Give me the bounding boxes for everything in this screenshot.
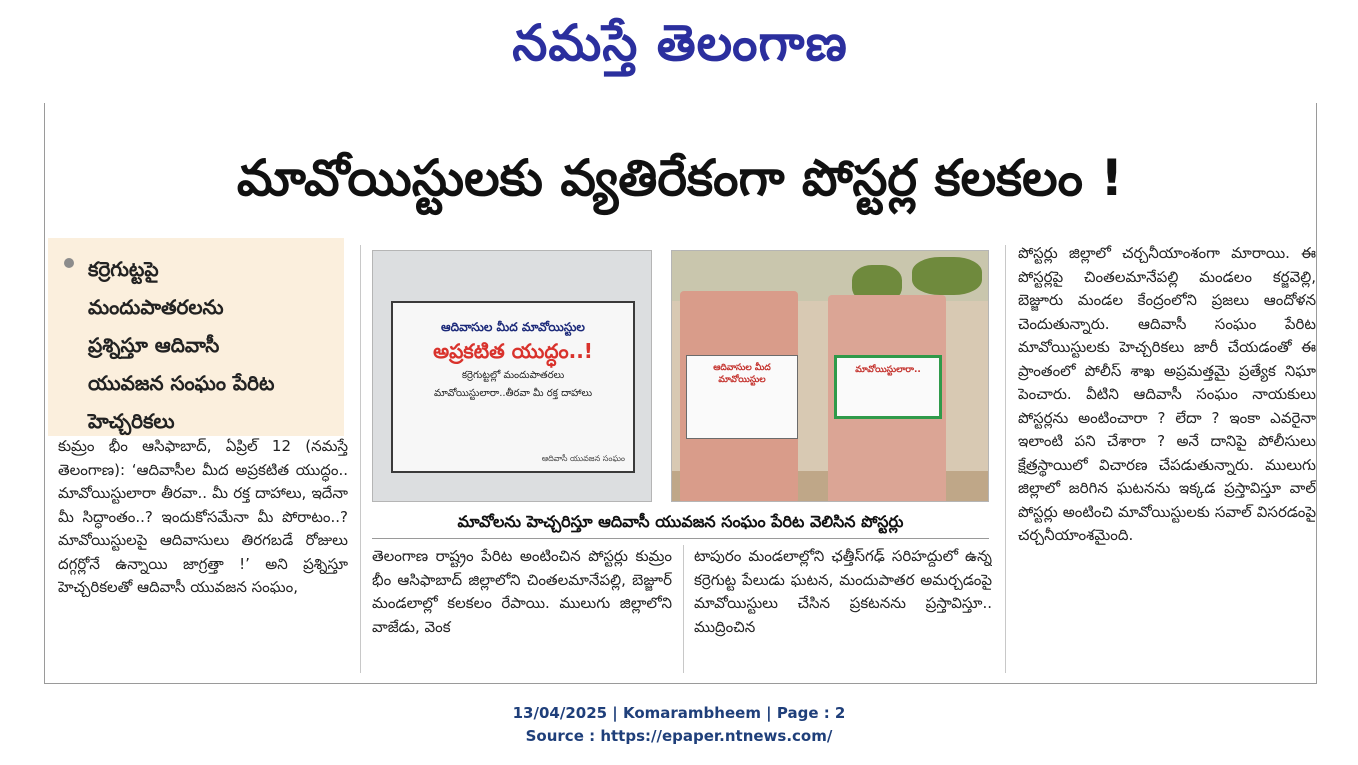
pillar-poster-left [686,355,798,439]
footer-source-link[interactable]: Source : https://epaper.ntnews.com/ [525,727,833,745]
poster-line: కర్రెగుట్టల్లో మందుపాతరలు [461,370,565,381]
pillar-poster-right [834,355,942,419]
article-column-4: పోస్టర్లు జిల్లాలో చర్చనీయాంశంగా మారాయి. ఈ పోస్టర్లపై చింతలమానేపల్లి మండలం కర్జవెల్లి, బెజ్జూరు మండల కేంద్రంలోని ప్రజలు ఆందోళన చెందుతున్నారు. ఆదివాసీ సంఘం పేరిట మావోయిస్టులకు హెచ్చరికలు జారీ చేయడంతో ఈ ప్రాంతంలో పోలీస్ శాఖ అప్రమత్తమై ప్రత్యేక నిఘా పెంచారు. వీటిని ఆదివాసీ సంఘం నాయకులు పోస్టర్లను అంటించారా ? లేదా ? ఇంకా ఎవరైనా ఇలాంటి పని చేశారా ? అనే దానిపై పోలీసులు క్షేత్రస్థాయిలో విచారణ చేపడుతున్నారు. ములుగు జిల్లాలో జరిగిన ఘటనను ఇక్కడ ప్రస్తావిస్తూ వాల్ పోస్టర్లు అంటించి మావోయిస్టులకు సవాల్ విసరడంపై చర్చనీయాంశమైంది. [1018,244,1316,544]
article-column-2: తెలంగాణ రాష్ట్రం పేరిట అంటించిన పోస్టర్లు కుమ్రం భీం ఆసిఫాబాద్ జిల్లాలోని చింతలమానేపల్లి, బెజ్జూర్ మండలాల్లో కలకలం రేపాయి. ములుగు జిల్లాలోని వాజేడు, వెంక [372,547,672,636]
highlight-box [48,238,344,436]
article-column-1: కుమ్రం భీం ఆసిఫాబాద్, ఏప్రిల్ 12 (నమస్తే తెలంగాణ): ‘ఆదివాసీల మీద అప్రకటిత యుద్ధం.. మావోయిస్టులారా తీరవా.. మీ రక్త దాహాలు, ఇదేనా మీ సిద్ధాంతం..? ఇందుకోసమేనా మీ పోరాటం..? మావోయిస్టులపై ఆదివాసులు తిరగబడే రోజులు దగ్గర్లోనే ఉన్నాయి జాగ్రత్తా !’ అని ప్రశ్నిస్తూ హెచ్చరికలతో ఆదివాసీ యువజన సంఘం, [58,437,348,596]
caption-divider [372,538,989,539]
column-divider [360,245,361,673]
pillar-poster-title: ఆదివాసుల మీద మావోయిస్టుల [713,363,771,385]
highlight-line: ప్రశ్నిస్తూ ఆదివాసీ [88,333,220,357]
poster-title: అప్రకటిత యుద్ధం..! [433,339,593,363]
column-divider [683,545,684,673]
article-column-3: టాపురం మండలాల్లోని ఛత్తీస్‌గఢ్ సరిహద్దులో ఉన్న కర్రెగుట్ట పేలుడు ఘటన, మందుపాతర అమర్చడంపై మావోయిస్టులు చేసిన ప్రకటనను ప్రస్తావిస్తూ.. ముద్రించిన [694,547,992,636]
highlight-line: హెచ్చరికలు [88,409,175,433]
poster-signature: ఆదివాసీ యువజన సంఘం [541,454,625,463]
bush-shape [912,257,982,295]
poster-line: మావోయిస్టులారా..తీరవా మీ రక్త దాహాలు [433,388,593,399]
pillar-poster-title: మావోయిస్టులారా.. [855,365,921,375]
highlight-line: కర్రెగుట్టపై [88,257,159,281]
poster-heading: ఆదివాసుల మీద మావోయిస్టుల [441,320,585,334]
page-frame-bottom [44,683,1317,684]
wall-poster [391,301,635,473]
highlight-line: మందుపాతరలను [88,295,224,319]
column-divider [1005,245,1006,673]
footer-date-edition: 13/04/2025 | Komarambheem | Page : 2 [512,704,846,722]
poster-photo-wall [372,250,652,502]
poster-photo-pillars [671,250,989,502]
photo-caption: మావోలను హెచ్చరిస్తూ ఆదివాసీ యువజన సంఘం పేరిట వెలిసిన పోస్టర్లు [457,512,904,531]
highlight-line: యువజన సంఘం పేరిట [88,371,275,395]
article-headline: మావోయిస్టులకు వ్యతిరేకంగా పోస్టర్ల కలకలం ! [236,149,1124,207]
bullet-icon [64,258,74,268]
page-frame-left [44,103,45,683]
page-frame-right [1316,103,1317,683]
newspaper-masthead: నమస్తే తెలంగాణ [512,13,848,72]
